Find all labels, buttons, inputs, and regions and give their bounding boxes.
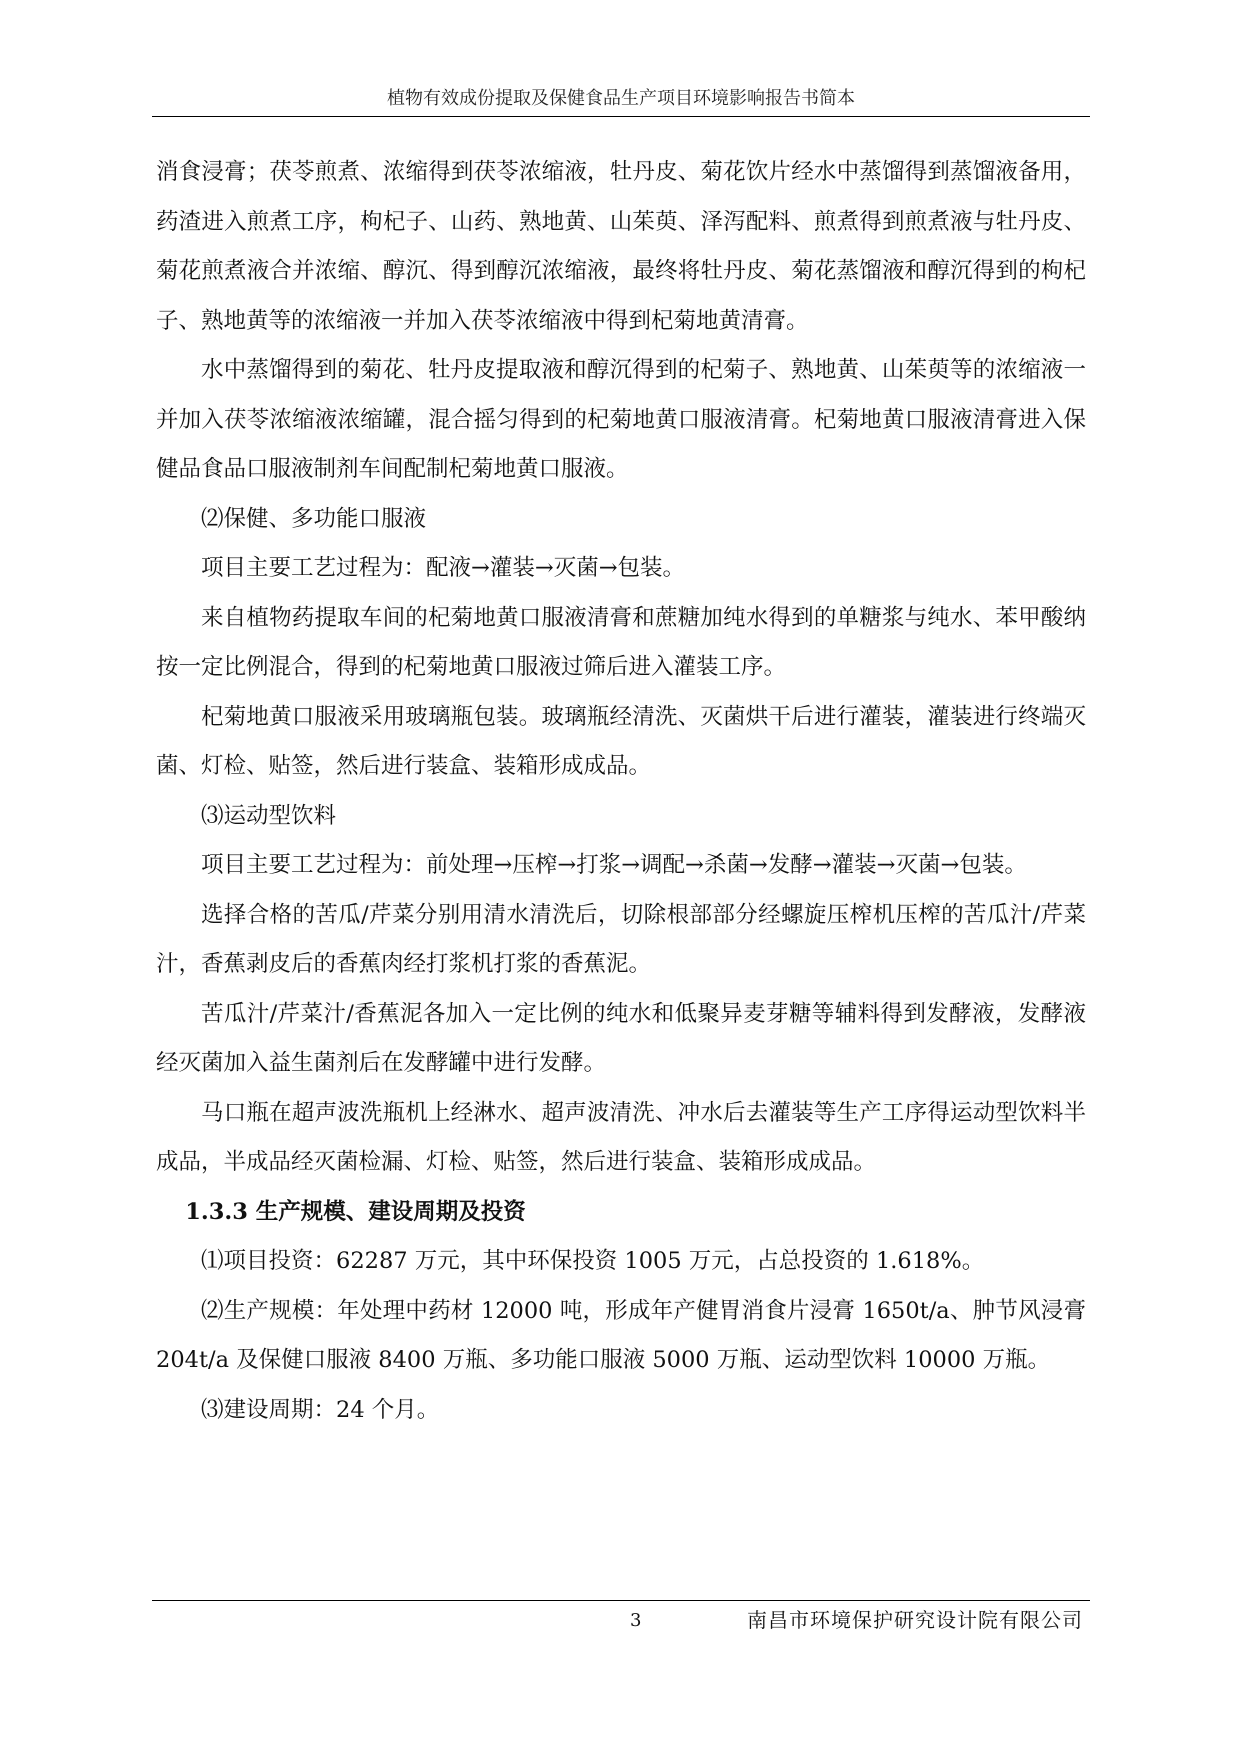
document-body [156, 148, 1086, 1435]
section-heading: 1.3.3 生产规模、建设周期及投资 [185, 1198, 526, 1225]
footer-divider [152, 1600, 1090, 1601]
list-heading-2: ⑵保健、多功能口服液 [201, 505, 427, 532]
paragraph-10: 苦瓜汁/芹菜汁/香蕉泥各加入一定比例的纯水和低聚异麦芽糖等辅料得到发酵液，发酵液经灭菌加入益生菌剂后在发酵罐中进行发酵。 [156, 1000, 1086, 1076]
paragraph-process-3: 项目主要工艺过程为：前处理→压榨→打浆→调配→杀菌→发酵→灌装→灭菌→包装。 [201, 852, 1027, 878]
paragraph-6: 杞菊地黄口服液采用玻璃瓶包装。玻璃瓶经清洗、灭菌烘干后进行灌装，灌装进行终端灭菌、灯检、贴签，然后进行装盒、装箱形成成品。 [156, 703, 1086, 779]
paragraph-investment: ⑴项目投资：62287 万元，其中环保投资 1005 万元，占总投资的 1.618%。 [201, 1248, 985, 1274]
page-number: 3 [630, 1610, 642, 1631]
footer-organization: 南昌市环境保护研究设计院有限公司 [747, 1608, 1083, 1632]
paragraph-process-2: 项目主要工艺过程为：配液→灌装→灭菌→包装。 [201, 555, 686, 581]
paragraph-9: 选择合格的苦瓜/芹菜分别用清水清洗后，切除根部部分经螺旋压榨机压榨的苦瓜汁/芹菜汁，香蕉剥皮后的香蕉肉经打浆机打浆的香蕉泥。 [156, 901, 1086, 977]
paragraph-scale: ⑵生产规模：年处理中药材 12000 吨，形成年产健胃消食片浸膏 1650t/a、肿节风浸膏 204t/a 及保健口服液 8400 万瓶、多功能口服液 5000 万瓶、运动型饮料 10000 万瓶。 [156, 1297, 1086, 1373]
paragraph-11: 马口瓶在超声波洗瓶机上经淋水、超声波清洗、冲水后去灌装等生产工序得运动型饮料半成品，半成品经灭菌检漏、灯检、贴签，然后进行装盒、装箱形成成品。 [156, 1099, 1086, 1175]
running-header: 植物有效成份提取及保健食品生产项目环境影响报告书简本 [152, 86, 1090, 117]
list-heading-3: ⑶运动型饮料 [201, 802, 337, 829]
paragraph-period: ⑶建设周期：24 个月。 [201, 1396, 440, 1423]
paragraph-5: 来自植物药提取车间的杞菊地黄口服液清膏和蔗糖加纯水得到的单糖浆与纯水、苯甲酸纳按一定比例混合，得到的杞菊地黄口服液过筛后进入灌装工序。 [156, 604, 1086, 680]
paragraph-1: 消食浸膏；茯苓煎煮、浓缩得到茯苓浓缩液，牡丹皮、菊花饮片经水中蒸馏得到蒸馏液备用，药渣进入煎煮工序，枸杞子、山药、熟地黄、山茱萸、泽泻配料、煎煮得到煎煮液与牡丹皮、菊花煎煮液合并浓缩、醇沉、得到醇沉浓缩液，最终将牡丹皮、菊花蒸馏液和醇沉得到的枸杞子、熟地黄等的浓缩液一并加入茯苓浓缩液中得到杞菊地黄清膏。 [156, 159, 1086, 334]
paragraph-2: 水中蒸馏得到的菊花、牡丹皮提取液和醇沉得到的杞菊子、熟地黄、山茱萸等的浓缩液一并加入茯苓浓缩液浓缩罐，混合摇匀得到的杞菊地黄口服液清膏。杞菊地黄口服液清膏进入保健品食品口服液制剂车间配制杞菊地黄口服液。 [156, 357, 1086, 482]
